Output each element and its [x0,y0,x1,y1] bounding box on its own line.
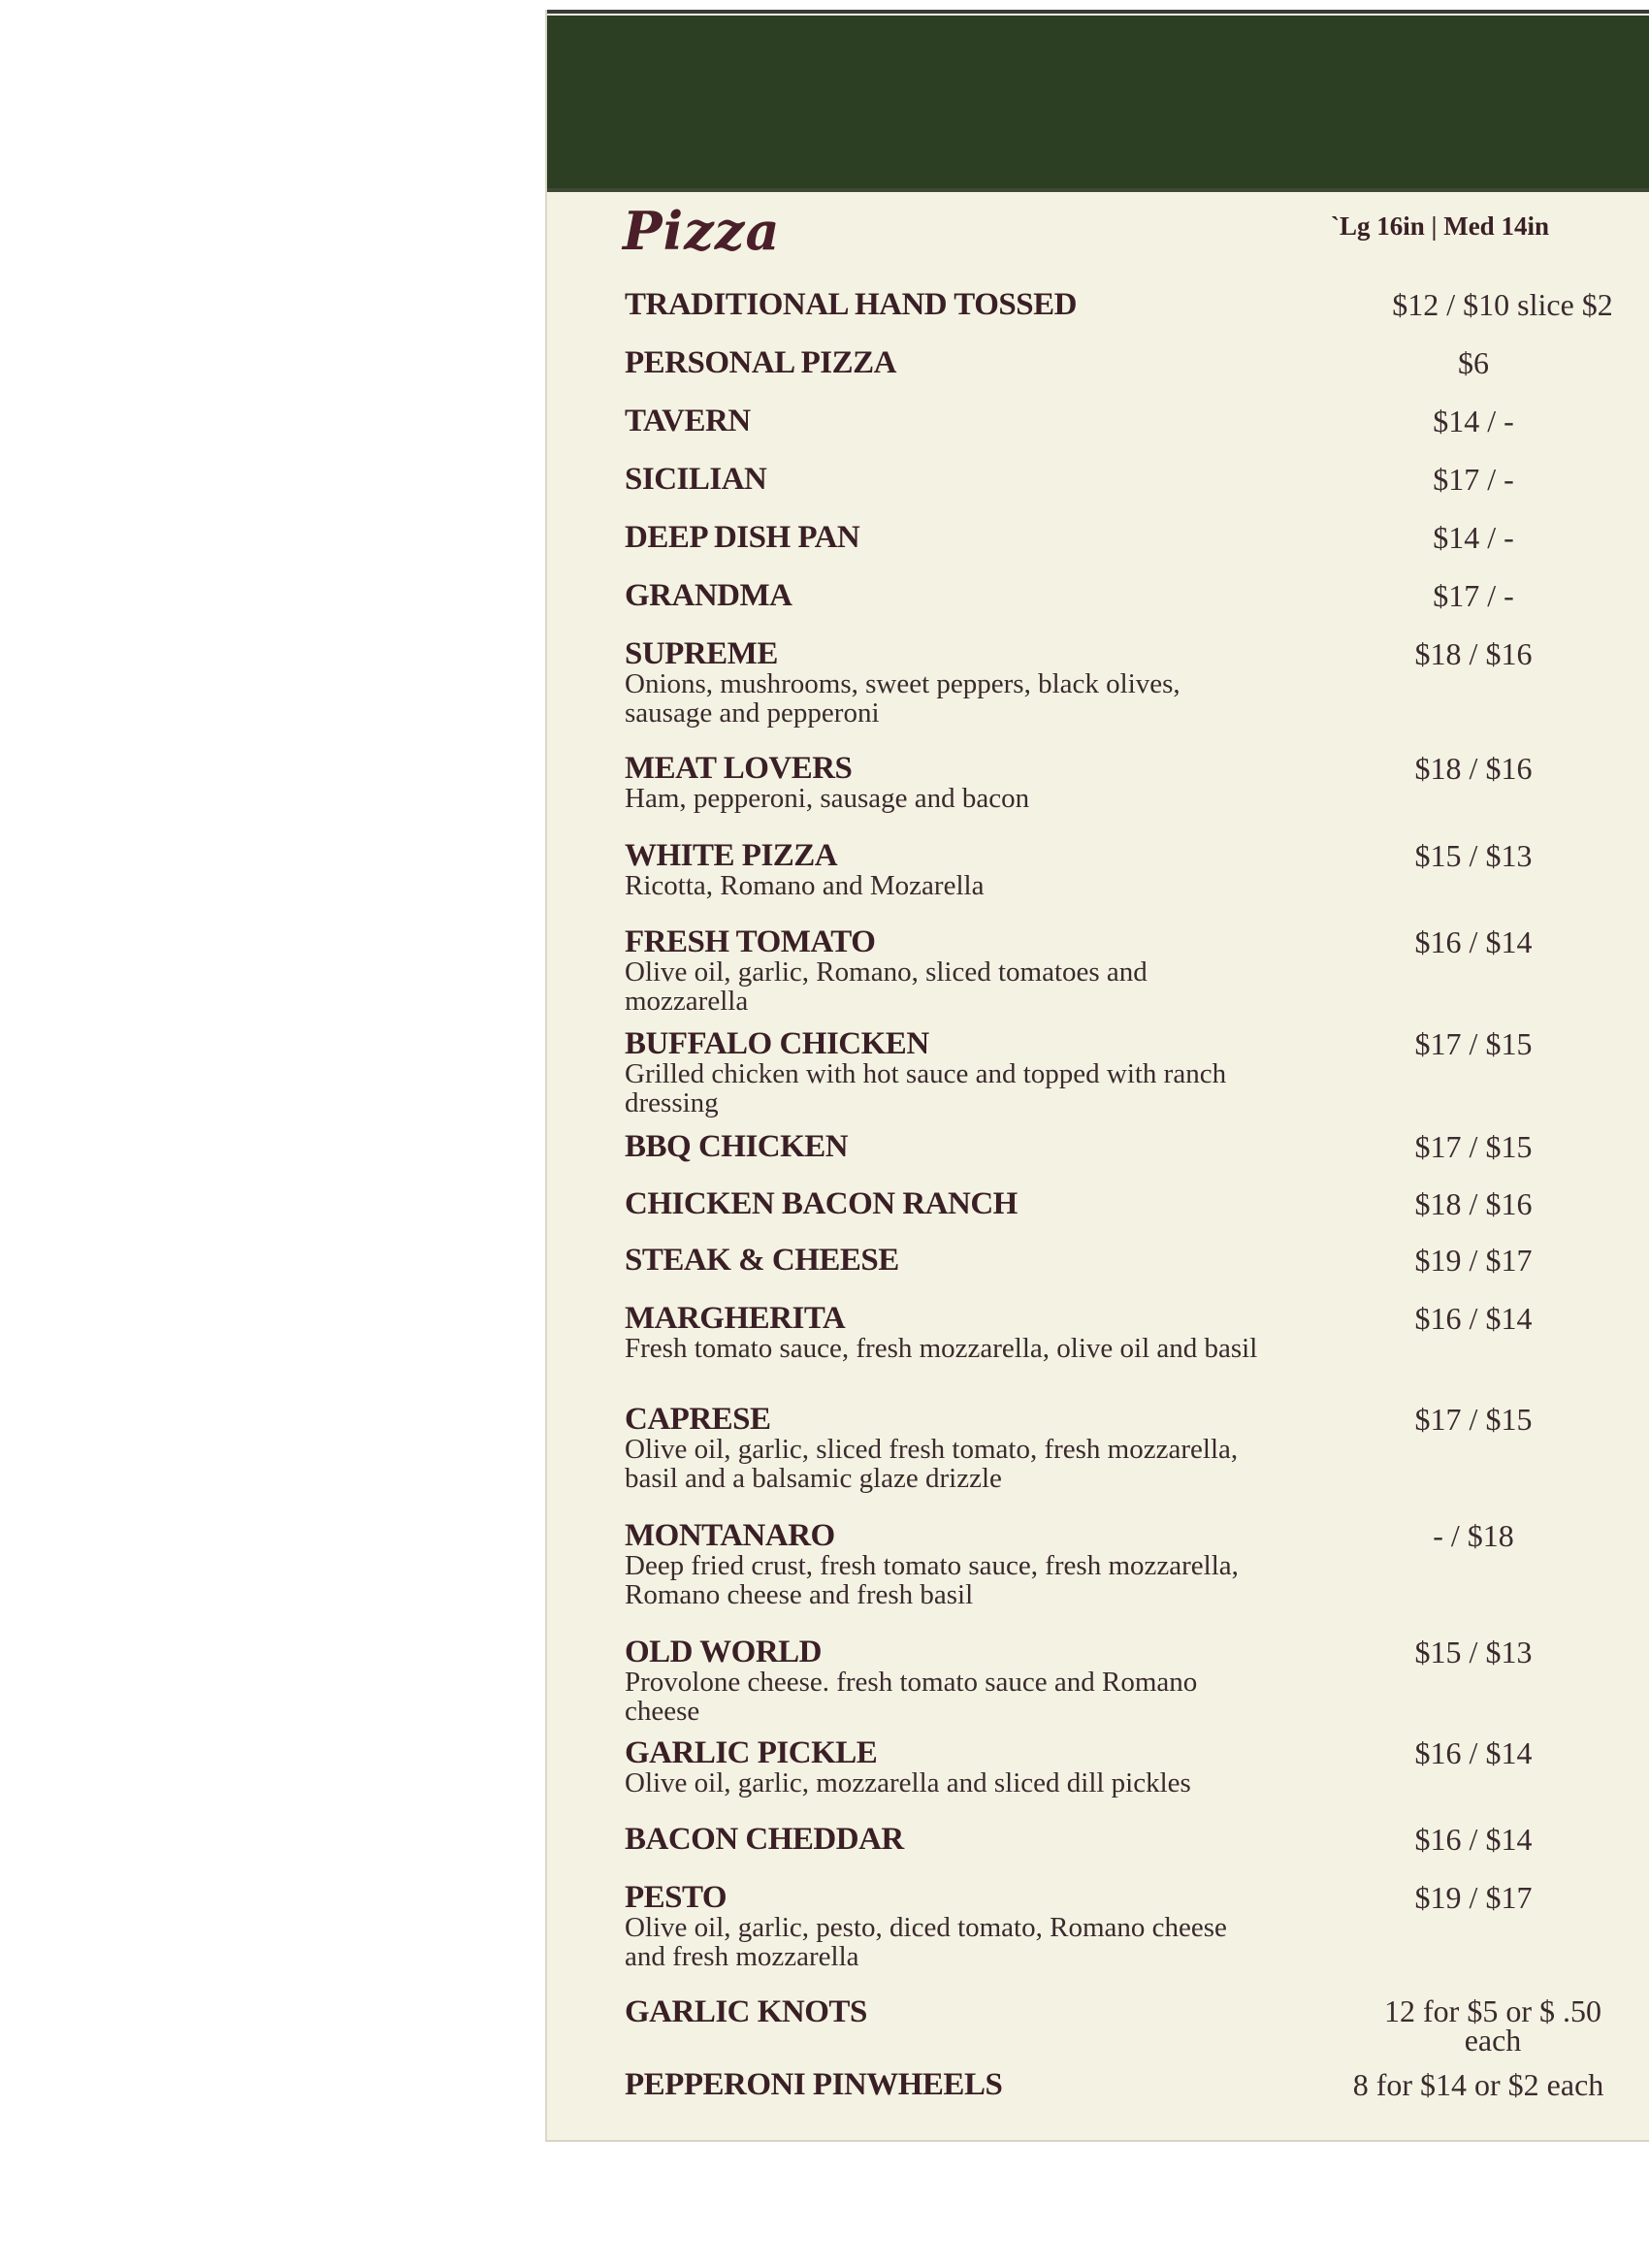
header-banner [547,16,1649,188]
item-price: $16 / $14 [1414,1301,1533,1336]
item-name: PESTO [625,1880,728,1915]
item-name: STEAK & CHEESE [625,1243,899,1278]
size-header: `Lg 16in | Med 14in [1331,211,1549,241]
menu-item [625,1520,1633,1609]
menu-item [625,753,1633,813]
item-name: SICILIAN [625,462,767,497]
menu-item [625,1188,1633,1219]
item-description: Grilled chicken with hot sauce and topped with ranch dressing [625,1058,1227,1118]
menu-page [545,10,1649,2142]
item-price: $18 / $16 [1414,751,1533,786]
menu-item [625,1131,1633,1162]
menu-item [625,522,1633,553]
item-name: GRANDMA [625,578,792,613]
item-name: GARLIC PICKLE [625,1735,878,1770]
page-top-border [547,10,1649,14]
menu-item [625,464,1633,495]
item-name: DEEP DISH PAN [625,520,860,555]
item-price: $17 / $15 [1414,1026,1533,1061]
menu-item [625,1404,1633,1493]
item-price: $17 / - [1433,578,1514,613]
item-price: - / $18 [1433,1518,1514,1553]
item-price: $14 / - [1433,404,1514,438]
item-name: OLD WORLD [625,1635,823,1669]
item-description: Provolone cheese. fresh tomato sauce and Romano cheese [625,1667,1198,1727]
item-name: MARGHERITA [625,1301,846,1336]
item-description: Deep fried crust, fresh tomato sauce, fresh mozzarella, Romano cheese and fresh basil [625,1550,1239,1610]
item-price: $19 / $17 [1414,1243,1533,1278]
item-price: $15 / $13 [1414,1635,1533,1669]
menu-item [625,1636,1633,1726]
item-price: $6 [1458,345,1489,380]
menu-item [625,289,1633,320]
menu-item [625,1993,1633,2057]
menu-item [625,1303,1633,1363]
item-name: GARLIC KNOTS [625,1994,867,2029]
item-name: BBQ CHICKEN [625,1129,849,1164]
item-price: $15 / $13 [1414,838,1533,873]
item-name: TRADITIONAL HAND TOSSED [625,287,1077,322]
item-price: $16 / $14 [1414,924,1533,959]
item-name: CAPRESE [625,1402,771,1437]
item-description: Fresh tomato sauce, fresh mozzarella, olive oil and basil [625,1333,1258,1364]
item-name: WHITE PIZZA [625,838,838,873]
item-name: MEAT LOVERS [625,751,853,786]
item-price: $16 / $14 [1414,1735,1533,1770]
item-price: $12 / $10 slice $2 [1392,287,1613,322]
item-price: $18 / $16 [1414,636,1533,671]
pizza-menu [547,192,1649,2132]
item-price: $17 / $15 [1414,1129,1533,1164]
item-description: Olive oil, garlic, mozzarella and sliced dill pickles [625,1767,1191,1798]
item-price: 12 for $5 or $ .50 each [1384,1993,1601,2057]
item-name: CHICKEN BACON RANCH [625,1186,1018,1221]
menu-item [625,347,1633,378]
menu-item [625,1824,1633,1855]
item-description: Ham, pepperoni, sausage and bacon [625,783,1030,814]
item-name: MONTANARO [625,1518,835,1553]
item-price: 8 for $14 or $2 each [1352,2067,1604,2102]
menu-item [625,1028,1633,1118]
item-description: Ricotta, Romano and Mozarella [625,870,985,901]
item-price: $17 / - [1433,462,1514,497]
menu-item [625,580,1633,611]
section-title: Pizza [623,200,781,262]
item-name: BACON CHEDDAR [625,1822,904,1857]
item-price: $18 / $16 [1414,1186,1533,1221]
item-price: $14 / - [1433,520,1514,555]
item-description: Olive oil, garlic, sliced fresh tomato, fresh mozzarella, basil and a balsamic glaze drizzle [625,1434,1239,1494]
item-name: PERSONAL PIZZA [625,345,896,380]
item-description: Olive oil, garlic, Romano, sliced tomatoes and mozzarella [625,956,1148,1017]
menu-item [625,405,1633,437]
menu-item [625,2069,1633,2100]
menu-item [625,1737,1633,1798]
item-description: Olive oil, garlic, pesto, diced tomato, Romano cheese and fresh mozzarella [625,1912,1227,1972]
item-price: $17 / $15 [1414,1402,1533,1437]
menu-item [625,638,1633,728]
item-price: $16 / $14 [1414,1822,1533,1857]
item-name: TAVERN [625,404,751,438]
item-name: FRESH TOMATO [625,924,876,959]
item-name: PEPPERONI PINWHEELS [625,2067,1003,2102]
item-name: SUPREME [625,636,778,671]
menu-item [625,840,1633,900]
menu-item [625,1882,1633,1971]
menu-item [625,926,1633,1016]
item-description: Onions, mushrooms, sweet peppers, black olives, sausage and pepperoni [625,668,1180,729]
item-name: BUFFALO CHICKEN [625,1026,929,1061]
item-price: $19 / $17 [1414,1880,1533,1915]
menu-item [625,1245,1633,1276]
